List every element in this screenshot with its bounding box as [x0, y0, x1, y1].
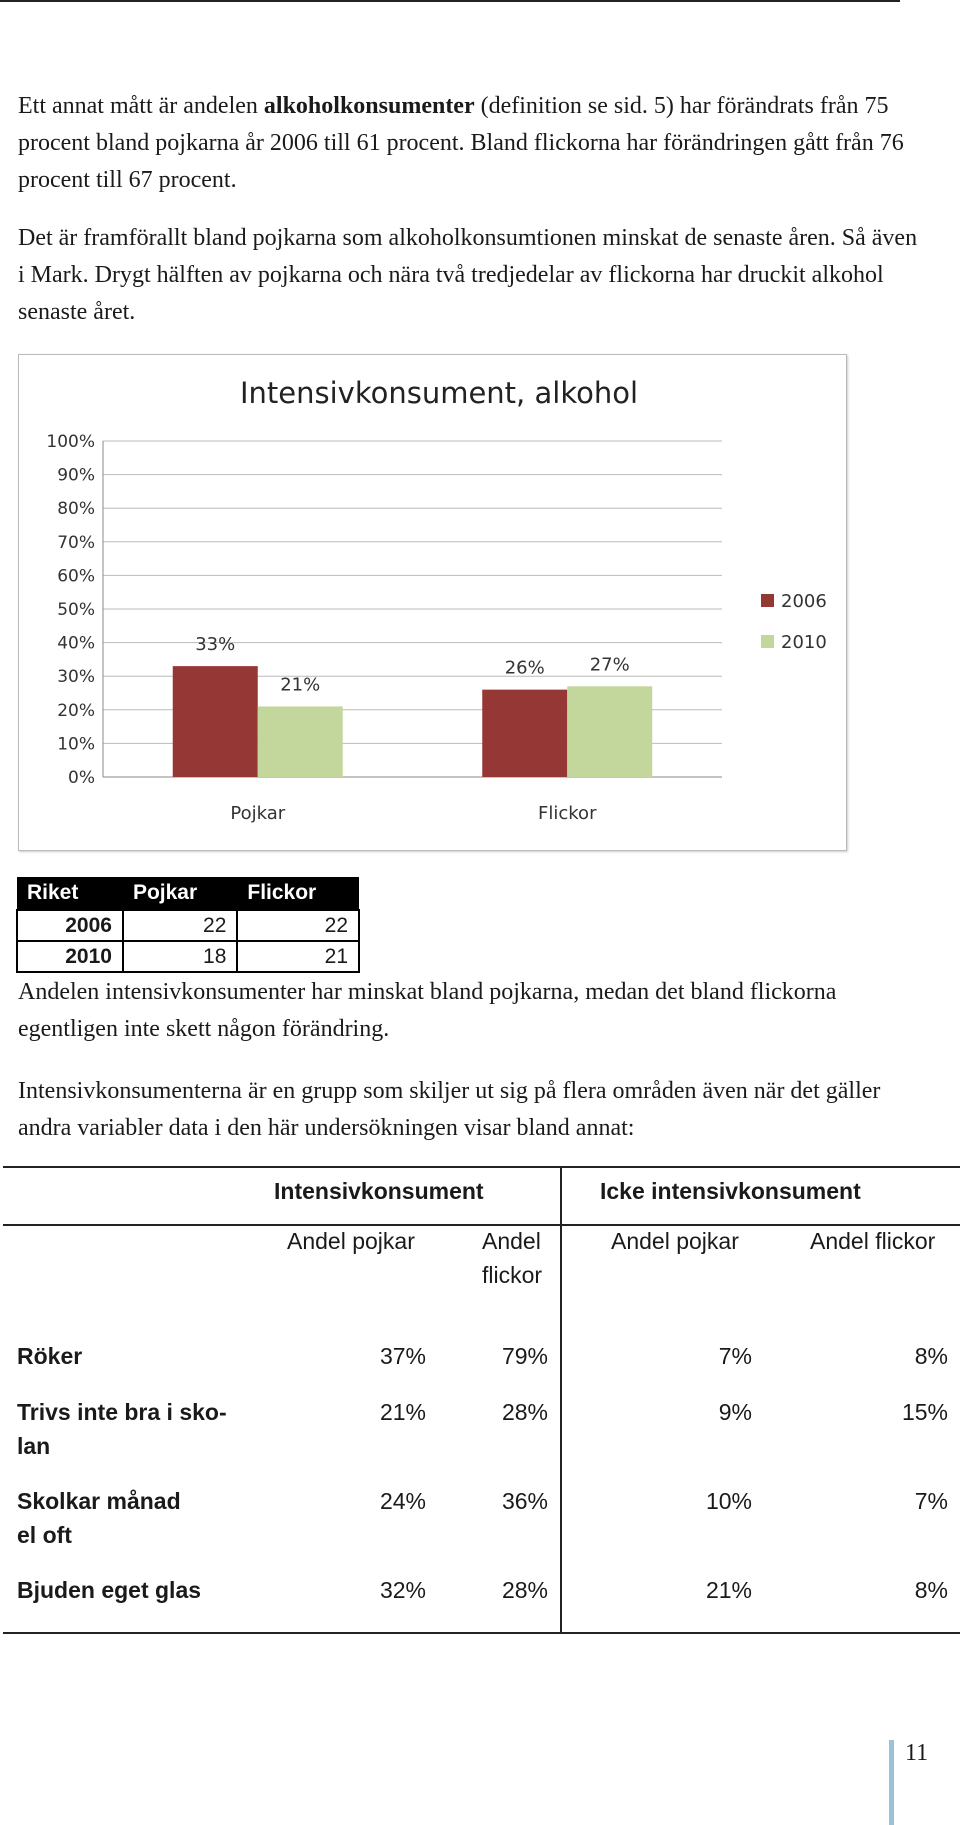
- riket-header-row: [17, 877, 359, 910]
- row-label: Röker: [17, 1343, 83, 1369]
- table-cell: 28%: [501, 1399, 548, 1425]
- legend-swatch: [761, 594, 774, 607]
- paragraph-pojkarna: Det är framförallt bland pojkarna som alkoholkonsumtionen minskat de senaste åren. Så även i Mark. Drygt hälften av pojkarna och nära två tredjedelar av flickorna har druckit alkohol senaste året.: [18, 225, 918, 325]
- table-cell: 21%: [705, 1577, 752, 1603]
- chart-legend: [761, 591, 827, 653]
- y-tick-label: 20%: [57, 700, 95, 721]
- subheader-andel-flickor: Andel flickor: [810, 1228, 936, 1254]
- bar: [567, 686, 652, 777]
- bar-chart: [19, 355, 846, 850]
- bar: [173, 666, 258, 777]
- paragraph-variabler: Intensivkonsumenterna är en grupp som skiljer ut sig på flera områden även när det gäller andra variabler data i den här undersökningen visar bland annat:: [18, 1078, 881, 1141]
- table-cell: 36%: [501, 1488, 548, 1514]
- table-row: [17, 941, 359, 972]
- table-divider: [560, 1166, 562, 1634]
- subheader-andel-pojkar: Andel pojkar: [611, 1228, 739, 1254]
- chart-intensivkonsument: [18, 354, 847, 851]
- riket-year: 2006: [17, 910, 123, 941]
- table-cell: 21%: [379, 1399, 426, 1425]
- y-tick-label: 10%: [57, 734, 95, 755]
- table-cell: 9%: [718, 1399, 752, 1425]
- y-tick-label: 60%: [57, 566, 95, 587]
- group-intensivkonsument: Intensivkonsument: [274, 1178, 484, 1204]
- table-cell: 37%: [379, 1343, 426, 1369]
- group-icke-intensivkonsument: Icke intensivkonsument: [600, 1178, 861, 1204]
- paragraph-intensivkonsumenter: Andelen intensivkonsumenter har minskat bland pojkarna, medan det bland flickorna egentligen inte skett någon förändring.: [18, 979, 837, 1042]
- riket-header: Riket: [17, 877, 123, 910]
- table-cell: 24%: [379, 1488, 426, 1514]
- legend-label: 2006: [781, 591, 827, 612]
- x-tick-label: Pojkar: [230, 803, 286, 824]
- row-label-line: Skolkar månad: [17, 1488, 181, 1514]
- subheader-line: Andel: [482, 1228, 541, 1254]
- legend-swatch: [761, 635, 774, 648]
- data-label: 26%: [504, 657, 545, 679]
- bar: [482, 690, 567, 777]
- row-label-line: Trivs inte bra i sko-: [17, 1399, 227, 1425]
- paragraph-bold-term: alkoholkonsumenter: [263, 93, 475, 119]
- row-label-line: lan: [17, 1433, 51, 1459]
- riket-cell: 22: [237, 910, 359, 941]
- x-tick-label: Flickor: [538, 803, 597, 824]
- y-tick-label: 30%: [57, 667, 95, 688]
- y-tick-label: 40%: [57, 633, 95, 654]
- y-tick-label: 0%: [68, 768, 95, 788]
- table-cell: 7%: [718, 1343, 752, 1369]
- chart-y-ticks: [46, 432, 95, 788]
- row-label-line: el oft: [17, 1522, 72, 1548]
- page-number-bar: [889, 1740, 894, 1825]
- table-cell: 28%: [501, 1577, 548, 1603]
- table-cell: 7%: [914, 1488, 948, 1514]
- table-cell: 10%: [705, 1488, 752, 1514]
- top-rule: [0, 0, 900, 2]
- row-label: [17, 1484, 247, 1552]
- legend-label: 2010: [781, 632, 827, 653]
- y-tick-label: 90%: [57, 465, 95, 486]
- y-tick-label: 80%: [57, 499, 95, 520]
- chart-bars: [173, 634, 653, 777]
- paragraph-text: (definition se sid. 5) har förändrats från 75 procent bland pojkarna år 2006 till 61 procent. Bland flickorna har förändringen gått från 76 procent till 67 procent.: [18, 93, 904, 193]
- data-label: 33%: [195, 634, 236, 656]
- riket-header: Flickor: [237, 877, 359, 910]
- data-label: 21%: [280, 674, 321, 696]
- row-label: [17, 1395, 247, 1463]
- table-top-rule: [3, 1166, 960, 1168]
- paragraph-alkoholkonsumenter: [18, 88, 918, 199]
- table-cell: 79%: [501, 1343, 548, 1369]
- y-tick-label: 100%: [46, 432, 95, 452]
- y-tick-label: 50%: [57, 600, 95, 620]
- row-label: Bjuden eget glas: [17, 1577, 202, 1603]
- y-tick-label: 70%: [57, 532, 95, 553]
- page-number: 11: [905, 1740, 929, 1766]
- riket-year: 2010: [17, 941, 123, 972]
- riket-header: Pojkar: [123, 877, 237, 910]
- riket-cell: 18: [123, 941, 237, 972]
- table-cell: 32%: [379, 1577, 426, 1603]
- paragraph-text: Ett annat mått är andelen: [18, 93, 264, 119]
- subheader-andel-pojkar: Andel pojkar: [287, 1228, 415, 1254]
- bar: [258, 706, 343, 777]
- table-bottom-rule: [3, 1632, 960, 1634]
- riket-table: [16, 877, 360, 973]
- subheader-line: flickor: [482, 1262, 543, 1288]
- table-cell: 8%: [914, 1577, 948, 1603]
- subheader-andel-flickor: [482, 1224, 552, 1292]
- chart-title: Intensivkonsument, alkohol: [239, 376, 639, 410]
- riket-cell: 21: [237, 941, 359, 972]
- data-label: 27%: [589, 654, 630, 676]
- table-row: [17, 910, 359, 941]
- table-cell: 8%: [914, 1343, 948, 1369]
- riket-cell: 22: [123, 910, 237, 941]
- table-cell: 15%: [901, 1399, 948, 1425]
- chart-x-labels: [230, 803, 597, 824]
